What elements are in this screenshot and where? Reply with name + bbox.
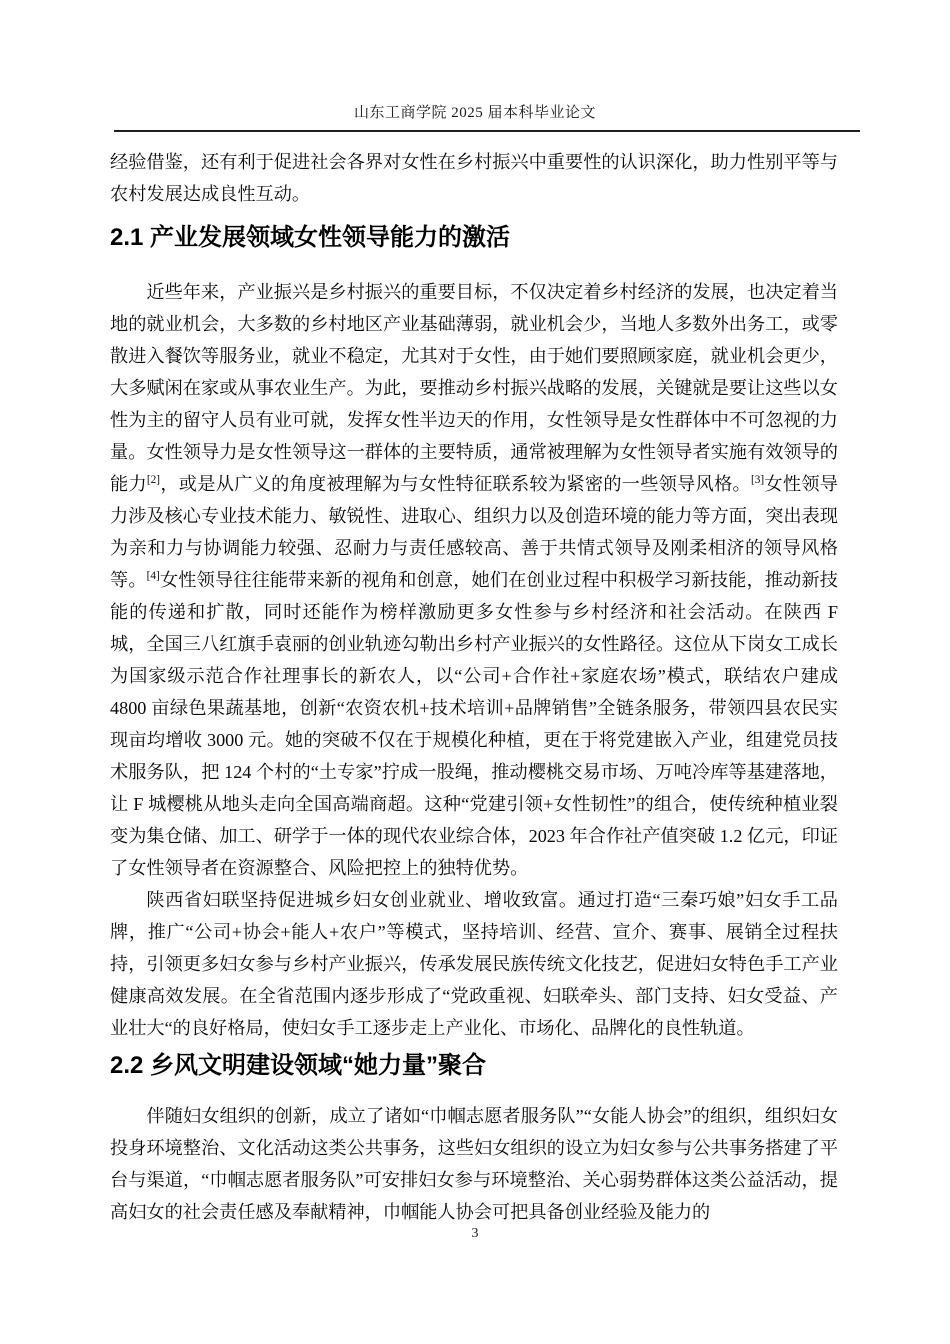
header-divider [114,130,860,132]
running-head: 山东工商学院 2025 届本科毕业论文 [353,105,596,121]
paragraph-intro-continuation: 经验借鉴，还有利于促进社会各界对女性在乡村振兴中重要性的认识深化，助力性别平等与农村发展达成良性互动。 [110,152,838,204]
paragraph-shaanxi-womens-federation: 陕西省妇联坚持促进城乡妇女创业就业、增收致富。通过打造“三秦巧娘”妇女手工品牌，推广“公司+协会+能人+农户”等模式，坚持培训、经营、宣介、赛事、展销全过程扶持，引领更多妇女参与乡村产业振兴，传承发展民族传统文化技艺，促进妇女特色手工产业健康高效发展。在全省范围内逐步形成了“党政重视、妇联牵头、部门支持、妇女受益、产业壮大“的良好格局，使妇女手工逐步走上产业化、市场化、品牌化的良性轨道。 [110,890,838,1038]
heading-section-2-2: 2.2 乡风文明建设领域“她力量”聚合 [110,1052,487,1079]
paragraph-industry-women-leadership: 近些年来，产业振兴是乡村振兴的重要目标，不仅决定着乡村经济的发展，也决定着当地的就业机会，大多数的乡村地区产业基础薄弱，就业机会少，当地人多数外出务工，或零散进入餐饮等服务业，就业不稳定，尤其对于女性，由于她们要照顾家庭，就业机会更少，大多赋闲在家或从事农业生产。为此，要推动乡村振兴战略的发展，关键就是要让这些以女性为主的留守人员有业可就，发挥女性半边天的作用，女性领导是女性群体中不可忽视的力量。女性领导力是女性领导这一群体的主要特质，通常被理解为女性领导者实施有效领导的能力[2]，或是从广义的角度被理解为与女性特征联系较为紧密的一些领导风格。[3]女性领导力涉及核心专业技术能力、敏锐性、进取心、组织力以及创造环境的能力等方面，突出表现为亲和力与协调能力较强、忍耐力与责任感较高、善于共情式领导及刚柔相济的领导风格等。[4]女性领导往往能带来新的视角和创意，她们在创业过程中积极学习新技能，推动新技能的传递和扩散，同时还能作为榜样激励更多女性参与乡村经济和社会活动。在陕西 F 城，全国三八红旗手袁丽的创业轨迹勾勒出乡村产业振兴的女性路径。这位从下岗女工成长为国家级示范合作社理事长的新农人，以“公司+合作社+家庭农场”模式，联结农户建成 4800 亩绿色果蔬基地，创新“农资农机+技术培训+品牌销售”全链条服务，带领四县农民实现亩均增收 3000 元。她的突破不仅在于规模化种植，更在于将党建嵌入产业，组建党员技术服务队，把 124 个村的“土专家”拧成一股绳，推动樱桃交易市场、万吨冷库等基建落地，让 F 城樱桃从地头走向全国高端商超。这种“党建引领+女性韧性”的组合，使传统种植业裂变为集仓储、加工、研学于一体的现代农业综合体，2023 年合作社产值突破 1.2 亿元，印证了女性领导者在资源整合、风险把控上的独特优势。 [110,282,838,878]
page-body [110,146,838,1228]
citation-superscript: [2] [146,473,161,486]
page-number: 3 [471,1226,479,1241]
citation-superscript: [3] [751,473,765,486]
citation-superscript: [4] [146,569,160,582]
page-footer [0,1224,950,1244]
heading-section-2-1: 2.1 产业发展领域女性领导能力的激活 [110,224,511,251]
paragraph-womens-organizations: 伴随妇女组织的创新，成立了诸如“巾帼志愿者服务队”“女能人协会”的组织，组织妇女投身环境整治、文化活动这类公共事务，这些妇女组织的设立为妇女参与公共事务搭建了平台与渠道，“巾帼志愿者服务队”可安排妇女参与环境整治、关心弱势群体这类公益活动，提高妇女的社会责任感及奉献精神，巾帼能人协会可把具备创业经验及能力的 [110,1106,838,1222]
